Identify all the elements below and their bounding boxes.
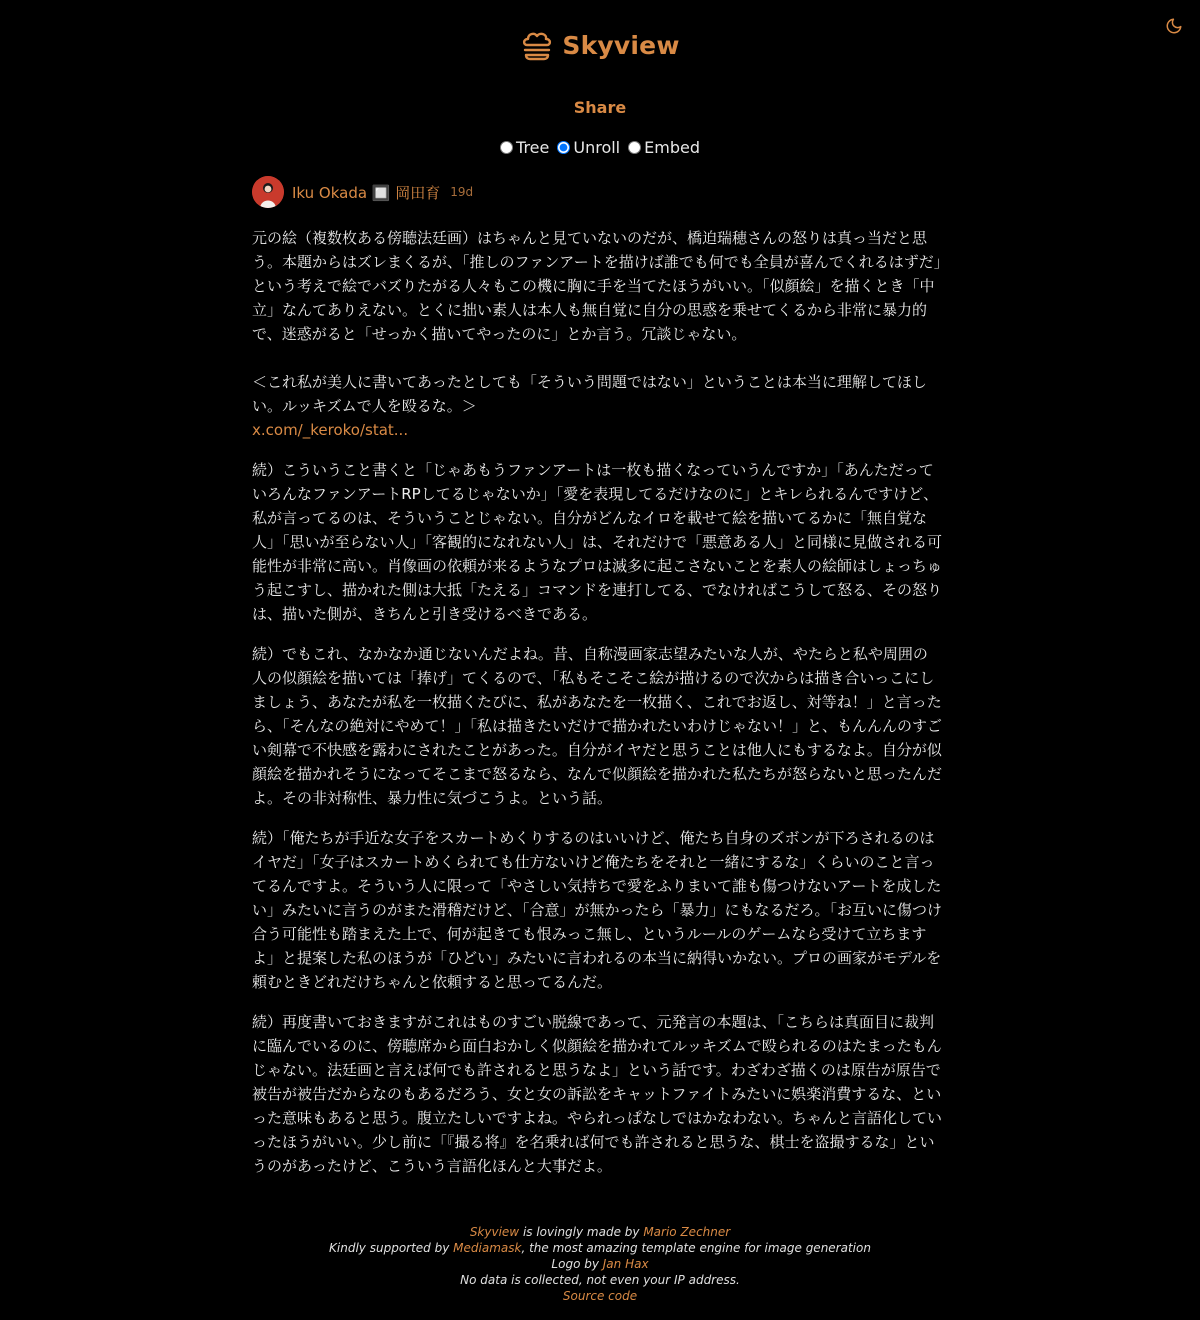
author-name[interactable]: Iku Okada 🔲 岡田育 <box>292 183 441 202</box>
footer <box>0 1224 1200 1304</box>
avatar-image <box>252 176 284 208</box>
post-4 <box>252 826 942 994</box>
view-mode-unroll[interactable] <box>557 138 620 157</box>
footer-skyview-link[interactable]: Skyview <box>469 1225 520 1239</box>
view-mode-embed-radio[interactable] <box>628 141 641 154</box>
footer-logo-author-link[interactable]: Jan Hax <box>602 1257 649 1271</box>
view-mode-embed[interactable] <box>628 138 700 157</box>
footer-sponsor: Kindly supported by Mediamask, the most amazing template engine for image generation <box>329 1241 871 1255</box>
post-timestamp[interactable]: 19d <box>450 185 474 199</box>
share-title: Share <box>573 98 627 117</box>
view-mode-tree[interactable] <box>500 138 549 157</box>
post-5 <box>252 1010 942 1178</box>
post-text: 続）こういうこと書くと「じゃあもうファンアートは一枚も描くなっていうんですか」「あんただっていろんなファンアートRPしてるじゃないか」「愛を表現してるだけなのに」とキレられるんですけど、私が言ってるのは、そういうことじゃない。自分がどんなイロを載せて絵を描いてるかに「無自覚な人」「思いが至らない人」「客観的になれない人」は、それだけで「悪意ある人」と同様に見做される可能性が非常に高い。肖像画の依頼が来るようなプロは滅多に起こさないことを素人の絵師はしょっちゅう起こすし、描かれた側は大抵「たえる」コマンドを連打してる、でなければこうして怒る、その怒りは、描いた側が、きちんと引き受けるべきである。 <box>252 461 943 623</box>
post-3 <box>252 642 942 810</box>
post-text: 続）再度書いておきますがこれはものすごい脱線であって、元発言の本題は、「こちらは真面目に裁判に臨んでいるのに、傍聴席から面白おかしく似顔絵を描かれてルッキズムで殴られるのはたまったもんじゃない。法廷画と言えば何でも許されると思うなよ」という話です。わざわざ描くのは原告が原告で被告が被告だからなのもあるだろう、女と女の訴訟をキャットファイトみたいに娯楽消費するな、といった意味もあると思う。腹立たしいですよね。やられっぱなしではかなわない。ちゃんと言語化していったほうがいい。少し前に「『撮る将』を名乗れば何でも許されると思うな、棋士を盗撮するな」というのがあったけど、こういう言語化ほんと大事だよ。 <box>252 1013 943 1175</box>
author-row <box>252 176 942 208</box>
thread <box>252 176 942 1178</box>
post-text: 元の絵（複数枚ある傍聴法廷画）はちゃんと見ていないのだが、橋迫瑞穂さんの怒りは真っ当だと思う。本題からはズレまくるが、「推しのファンアートを描けば誰でも何でも全員が喜んでくれるはずだ」という考えで絵でバズりたがる人々もこの機に胸に手を当てたほうがいい。「似顔絵」を描くとき「中立」なんてありえない。とくに拙い素人は本人も無自覚に自分の思惑を乗せてくるから非常に暴力的で、迷惑がると「せっかく描いてやったのに」とか言う。冗談じゃない。 ＜これ私が美人に書いてあったとしても「そういう問題ではない」ということは本当に理解してほしい。ルッキズムで人を殴るな。＞ <box>252 229 942 415</box>
view-mode-tree-label: Tree <box>516 138 550 157</box>
post-text: 続）「俺たちが手近な女子をスカートめくりするのはいいけど、俺たち自身のズボンが下ろされるのはイヤだ」「女子はスカートめくられても仕方ないけど俺たちをそれと一緒にするな」くらいのこと言ってるんですよ。そういう人に限って「やさしい気持ちで愛をふりまいて誰も傷つけないアートを成したい」みたいに言うのがまた滑稽だけど、「合意」が無かったら「暴力」にもなるだろ。「お互いに傷つけ合う可能性も踏まえた上で、何が起きても恨みっこ無し、というルールのゲームなら受けて立ちますよ」と提案した私のほうが「ひどい」みたいに言われるの本当に納得いかない。プロの画家がモデルを頼むときどれだけちゃんと依頼すると思ってるんだ。 <box>252 829 943 991</box>
view-mode-tree-radio[interactable] <box>500 141 513 154</box>
view-mode-selector <box>0 138 1200 157</box>
view-mode-unroll-label: Unroll <box>573 138 621 157</box>
footer-logo-credit: Logo by Jan Hax <box>551 1257 649 1271</box>
post-1 <box>252 226 942 442</box>
header <box>0 28 1200 62</box>
footer-privacy: No data is collected, not even your IP address. <box>460 1273 740 1287</box>
app-title[interactable]: Skyview <box>562 30 680 60</box>
view-mode-unroll-radio[interactable] <box>557 141 570 154</box>
footer-mediamask-link[interactable]: Mediamask <box>453 1241 522 1255</box>
cloud-burger-icon <box>520 28 554 62</box>
post-2 <box>252 458 942 626</box>
footer-source-link[interactable]: Source code <box>562 1289 638 1303</box>
post-text: 続）でもこれ、なかなか通じないんだよね。昔、自称漫画家志望みたいな人が、やたらと私や周囲の人の似顔絵を描いては「捧げ」てくるので、「私もそこそこ絵が描けるので次からは描き合いっこにしましょう、あなたが私を一枚描くたびに、私があなたを一枚描く、これでお返し、対等ね！」と言ったら、「そんなの絶対にやめて！」「私は描きたいだけで描かれたいわけじゃない！」と、もんんんのすごい剣幕で不快感を露わにされたことがあった。自分がイヤだと思うことは他人にもするなよ。自分が似顔絵を描かれそうになってそこまで怒るなら、なんで似顔絵を描かれた私たちが怒らないと思ったんだよ。その非対称性、暴力性に気づこうよ。という話。 <box>252 645 943 807</box>
avatar[interactable] <box>252 176 284 208</box>
footer-credit: Skyview is lovingly made by Mario Zechner <box>469 1225 731 1239</box>
view-mode-embed-label: Embed <box>644 138 700 157</box>
footer-author-link[interactable]: Mario Zechner <box>643 1225 731 1239</box>
post-link[interactable]: x.com/_keroko/stat... <box>252 421 409 439</box>
